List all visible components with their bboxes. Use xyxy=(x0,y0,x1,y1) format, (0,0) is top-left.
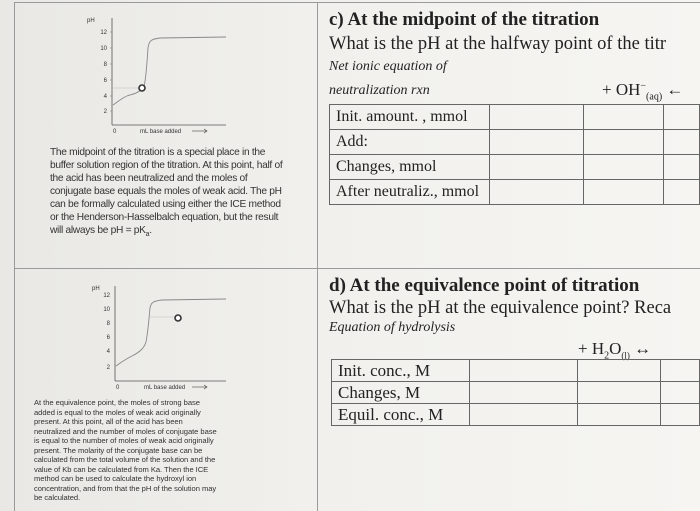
neutralization-label: neutralization rxn xyxy=(329,83,430,98)
titration-curve xyxy=(113,37,226,105)
table-cell[interactable] xyxy=(583,130,664,155)
y-tick: 2 xyxy=(103,109,107,115)
text-line: method can be used to calculate the hydroxyl ion xyxy=(34,474,197,483)
row-label: Add: xyxy=(330,130,490,155)
table-cell[interactable] xyxy=(583,105,664,130)
table-cell[interactable] xyxy=(583,155,664,180)
text-line: or the Henderson-Hasselbalch equation, but the result xyxy=(50,212,279,223)
table-cell[interactable] xyxy=(660,404,699,426)
equilibrium-arrow-icon: ↔ xyxy=(634,339,652,358)
y-tick: 10 xyxy=(103,307,110,313)
table-cell[interactable] xyxy=(664,105,700,130)
titration-curve xyxy=(116,299,226,366)
table-cell[interactable] xyxy=(578,404,660,426)
text-line: can be formally calculated using either the ICE method xyxy=(50,199,281,210)
y-axis-label: pH xyxy=(92,286,100,292)
text-line: the acid has been neutralized and the moles of xyxy=(50,173,248,184)
table-cell[interactable] xyxy=(489,155,583,180)
table-row xyxy=(332,404,700,426)
text-line: The midpoint of the titration is a special place in the xyxy=(50,147,266,158)
equivalence-explanation xyxy=(34,398,304,503)
text-line: added is equal to the moles of weak acid originally xyxy=(34,407,201,417)
equation-o: O xyxy=(609,339,622,358)
table-cell[interactable] xyxy=(489,180,583,205)
row-label: Changes, mmol xyxy=(330,155,490,180)
text-line-last xyxy=(50,224,312,241)
table-cell[interactable] xyxy=(470,382,578,404)
text-line: buffer solution region of the titration. At this point, half of xyxy=(50,160,283,171)
table-row xyxy=(330,180,700,205)
row-label: Init. conc., M xyxy=(332,360,470,382)
ice-table-d xyxy=(331,359,700,426)
text-line: will always be pH = pK xyxy=(50,225,146,236)
table-cell[interactable] xyxy=(664,180,700,205)
origin-label: 0 xyxy=(113,129,117,135)
midpoint-marker xyxy=(139,85,145,91)
period: . xyxy=(149,225,152,236)
y-tick: 8 xyxy=(106,321,110,327)
y-tick: 4 xyxy=(106,349,110,355)
ice-table-c xyxy=(329,104,700,205)
x-axis-label: mL base added xyxy=(144,385,186,391)
y-tick: 4 xyxy=(103,94,107,100)
equivalence-marker xyxy=(175,315,181,321)
table-cell[interactable] xyxy=(660,360,699,382)
row-label: Equil. conc., M xyxy=(332,404,470,426)
top-border xyxy=(14,2,700,3)
table-cell[interactable] xyxy=(470,404,578,426)
text-line: At the equivalence point, the moles of strong base xyxy=(34,398,200,407)
section-d-question: What is the pH at the equivalence point? Reca xyxy=(329,298,672,318)
row-label: Changes, M xyxy=(332,382,470,404)
y-axis-label: pH xyxy=(87,18,95,24)
text-line: concentration, and from that the pH of the solution may xyxy=(34,483,217,493)
section-c-equation xyxy=(602,80,683,102)
row-label: Init. amount. , mmol xyxy=(330,105,490,130)
hydrolysis-label: Equation of hydrolysis xyxy=(329,320,456,335)
y-tick: 6 xyxy=(106,335,110,341)
table-cell[interactable] xyxy=(583,180,664,205)
text-line: is equal to the number of moles of weak acid originally xyxy=(34,436,214,445)
y-tick: 10 xyxy=(100,46,107,52)
arrow-icon: ← xyxy=(666,80,684,99)
table-cell[interactable] xyxy=(664,155,700,180)
table-cell[interactable] xyxy=(578,360,660,382)
titration-graph-equivalence xyxy=(80,280,230,396)
x-axis-label: mL base added xyxy=(140,129,182,135)
y-tick: 12 xyxy=(100,30,107,36)
table-cell[interactable] xyxy=(489,105,583,130)
equation-plus-oh: + OH xyxy=(602,80,641,99)
text-line: be calculated. xyxy=(34,493,81,502)
net-ionic-label: Net ionic equation of xyxy=(329,59,447,74)
center-divider xyxy=(317,2,318,511)
y-tick: 2 xyxy=(106,365,110,371)
left-border xyxy=(14,2,15,511)
table-cell[interactable] xyxy=(489,130,583,155)
text-line: value of Kb can be calculated from Ka. Then the ICE xyxy=(34,464,209,474)
section-c-heading: c) At the midpoint of the titration xyxy=(329,9,600,30)
pka-subscript: a xyxy=(145,231,150,239)
text-line: calculated from the total volume of the solution and the xyxy=(34,455,216,464)
table-cell[interactable] xyxy=(664,130,700,155)
charge: − xyxy=(640,80,647,92)
table-row xyxy=(330,155,700,180)
section-d-heading: d) At the equivalence point of titration xyxy=(329,275,640,296)
text-line: present. The molarity of the conjugate base can be xyxy=(34,445,203,455)
section-c-question: What is the pH at the halfway point of the titr xyxy=(329,34,667,54)
text-line: neutralized and the number of moles of conjugate base xyxy=(34,426,217,436)
titration-graph-midpoint xyxy=(80,12,230,138)
text-line: conjugate base equals the moles of weak acid. The pH xyxy=(50,186,282,197)
y-tick: 12 xyxy=(103,293,110,299)
table-cell[interactable] xyxy=(578,382,660,404)
table-row xyxy=(330,130,700,155)
table-row xyxy=(332,382,700,404)
y-ticks xyxy=(100,30,107,115)
y-tick: 8 xyxy=(103,62,107,68)
midpoint-explanation xyxy=(50,146,312,241)
table-row xyxy=(332,360,700,382)
table-cell[interactable] xyxy=(660,382,699,404)
table-cell[interactable] xyxy=(470,360,578,382)
text-line: present. At this point, all of the acid has been xyxy=(34,417,183,426)
state-label: (l) xyxy=(621,350,630,361)
state-label: (aq) xyxy=(646,91,663,103)
row-label: After neutraliz., mmol xyxy=(330,180,490,205)
equation-plus-h: + H xyxy=(578,339,605,358)
middle-divider xyxy=(14,268,700,269)
subscript-2: 2 xyxy=(604,350,610,362)
table-row xyxy=(330,105,700,130)
y-tick: 6 xyxy=(103,78,107,84)
origin-label: 0 xyxy=(116,385,120,391)
